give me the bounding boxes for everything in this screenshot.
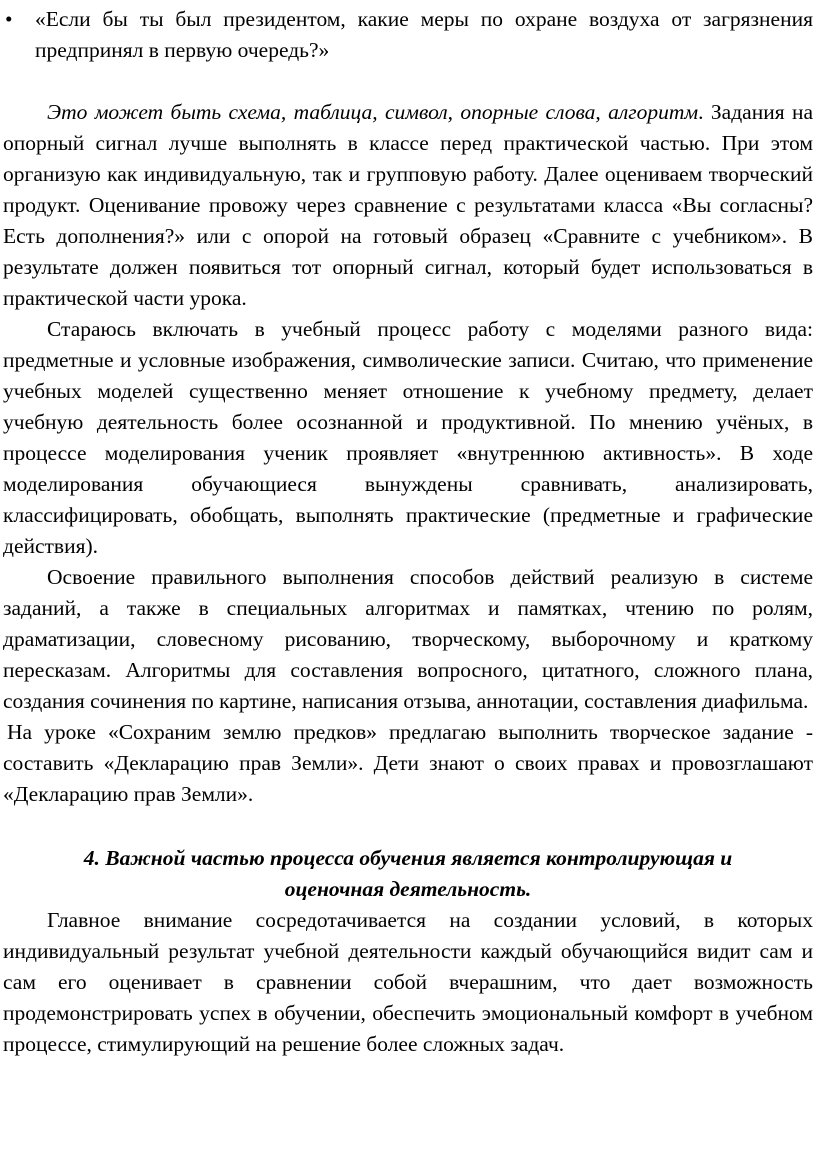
paragraph-text: . Задания на опорный сигнал лучше выполнять в классе перед практической частью. При этом организую как индивидуальную, так и групповую работу. Далее оцениваем творческий продукт. Оценивание провожу через сравнение с результатами класса «Вы согласны? Есть дополнения?» или с опорой на готовый образец «Сравните с учебником». В результате должен появиться тот опорный сигнал, который будет использоваться в практической части урока.: [3, 100, 813, 310]
paragraph-methods: Освоение правильного выполнения способов действий реализую в системе заданий, а также в специальных алгоритмах и памятках, чтению по ролям, драматизации, словесному рисованию, творческому, выборочному и краткому пересказам. Алгоритмы для составления вопросного, цитатного, сложного плана, создания сочинения по картине, написания отзыва, аннотации, составления диафильма.: [3, 565, 813, 713]
spacer: [3, 66, 813, 97]
bullet-text: «Если бы ты был президентом, какие меры по охране воздуха от загрязнения предпринял в первую очередь?»: [35, 7, 813, 62]
paragraph-lesson: На уроке «Сохраним землю предков» предлагаю выполнить творческое задание - составить «Декларацию прав Земли». Дети знают о своих правах и провозглашают «Декларацию прав Земли».: [3, 720, 813, 806]
bullet-icon: •: [5, 7, 13, 31]
italic-lead-text: Это может быть схема, таблица, символ, опорные слова, алгоритм: [47, 100, 699, 124]
bullet-item: [3, 4, 813, 66]
section-heading: 4. Важной частью процесса обучения является контролирующая и оценочная деятельность.: [83, 846, 733, 901]
paragraph-models: Стараюсь включать в учебный процесс работу с моделями разного вида: предметные и условные изображения, символические записи. Считаю, что применение учебных моделей существенно меняет отношение к учебному предмету, делает учебную деятельность более осознанной и продуктивной. По мнению учёных, в процессе моделирования ученик проявляет «внутреннюю активность». В ходе моделирования обучающиеся вынуждены сравнивать, анализировать, классифицировать, обобщать, выполнять практические (предметные и графические действия).: [3, 317, 813, 558]
paragraph-support-signal: [3, 97, 813, 314]
paragraph-assessment: Главное внимание сосредотачивается на создании условий, в которых индивидуальный результат учебной деятельности каждый обучающийся видит сам и сам его оценивает в сравнении собой вчерашним, что дает возможность продемонстрировать успех в обучении, обеспечить эмоциональный комфорт в учебном процессе, стимулирующий на решение более сложных задач.: [3, 908, 813, 1056]
